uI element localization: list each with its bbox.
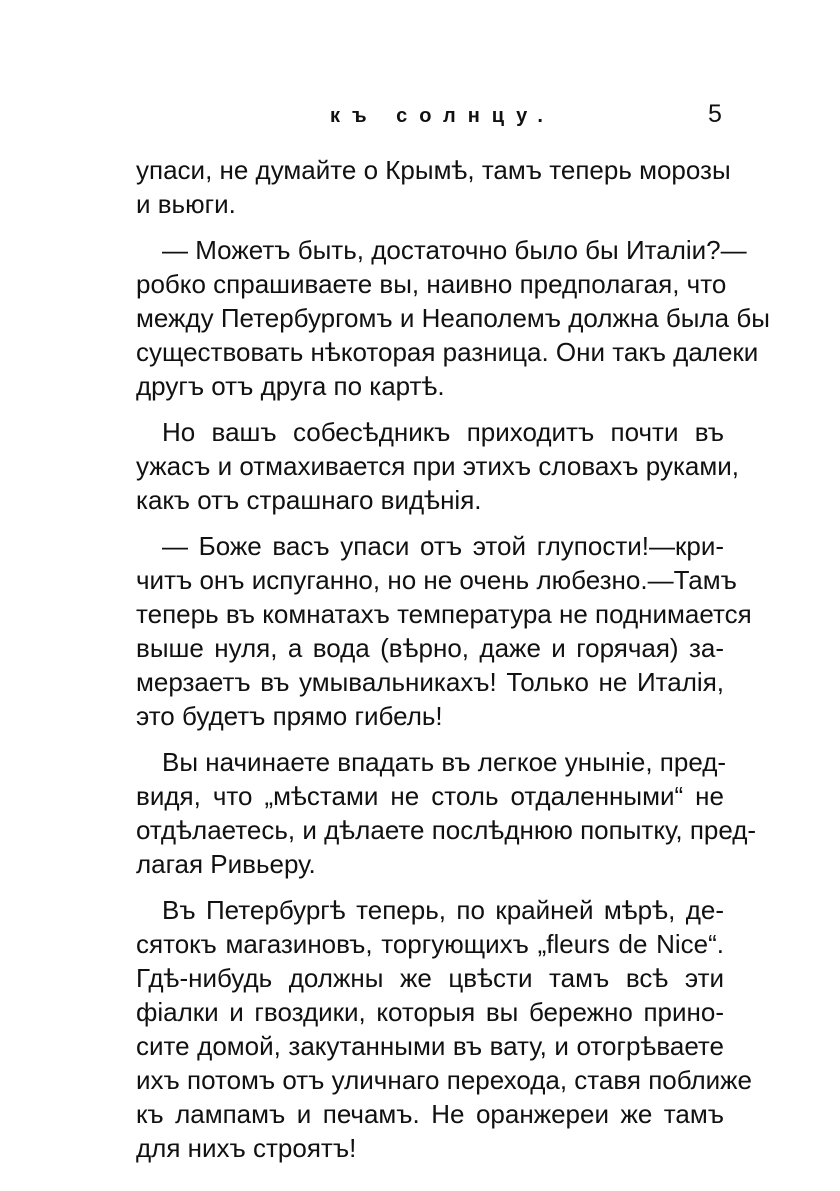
- text-line: ужасъ и отмахивается при этихъ словахъ руками,: [136, 451, 739, 481]
- text-line: какъ отъ страшнаго видѣнія.: [136, 485, 482, 515]
- text-line: сятокъ магазиновъ, торгующихъ „fleurs de Nice“.: [136, 929, 724, 959]
- running-title: къ солнцу.: [330, 105, 555, 127]
- text-line: сите домой, закутанными въ вату, и отогрѣваете: [136, 1031, 724, 1061]
- text-line: существовать нѣкоторая разница. Они такъ далеки: [136, 337, 759, 367]
- paragraph-4: [136, 529, 752, 733]
- text-line: выше нуля, а вода (вѣрно, даже и горячая) за-: [136, 633, 724, 663]
- running-head: [0, 100, 840, 130]
- text-line: читъ онъ испуганно, но не очень любезно.—Тамъ: [136, 565, 737, 595]
- page-number: 5: [708, 100, 722, 128]
- text-line: между Петербургомъ и Неаполемъ должна была бы: [136, 303, 770, 333]
- text-line: къ лампамъ и печамъ. Не оранжереи же тамъ: [136, 1099, 724, 1129]
- text-line: видя, что „мѣстами не столь отдаленными“ не: [136, 781, 724, 811]
- text-line: робко спрашиваете вы, наивно предполагая, что: [136, 269, 727, 299]
- paragraph-6: [136, 893, 753, 1165]
- text-line: теперь въ комнатахъ температура не поднимается: [136, 599, 752, 629]
- body-text: [136, 153, 770, 1177]
- text-line: — Можетъ быть, достаточно было бы Италіи?—: [162, 235, 747, 265]
- text-line: лагая Ривьеру.: [136, 849, 316, 879]
- text-line: Но вашъ собесѣдникъ приходитъ почти въ: [162, 417, 724, 447]
- text-line: и вьюги.: [136, 189, 236, 219]
- text-line: Гдѣ-нибудь должны же цвѣсти тамъ всѣ эти: [136, 963, 724, 993]
- text-line: Въ Петербургѣ теперь, по крайней мѣрѣ, де-: [162, 895, 724, 925]
- text-line: фіалки и гвоздики, которыя вы бережно прино-: [136, 997, 724, 1027]
- paragraph-3: [136, 415, 739, 517]
- text-line: — Боже васъ упаси отъ этой глупости!—кри-: [162, 531, 724, 561]
- paragraph-5: [136, 745, 757, 881]
- text-line: это будетъ прямо гибель!: [136, 701, 443, 731]
- paragraph-2: [136, 233, 770, 403]
- text-line: мерзаетъ въ умывальникахъ! Только не Италія,: [136, 667, 724, 697]
- text-line: другъ отъ друга по картѣ.: [136, 371, 445, 401]
- text-line: Вы начинаете впадать въ легкое уныніе, пред-: [162, 747, 727, 777]
- text-line: отдѣлаетесь, и дѣлаете послѣднюю попытку, пред-: [136, 815, 757, 845]
- text-line: для нихъ строятъ!: [136, 1133, 357, 1163]
- text-line: упаси, не думайте о Крымѣ, тамъ теперь морозы: [136, 155, 731, 185]
- text-line: ихъ потомъ отъ уличнаго перехода, ставя поближе: [136, 1065, 753, 1095]
- paragraph-1: [136, 153, 731, 221]
